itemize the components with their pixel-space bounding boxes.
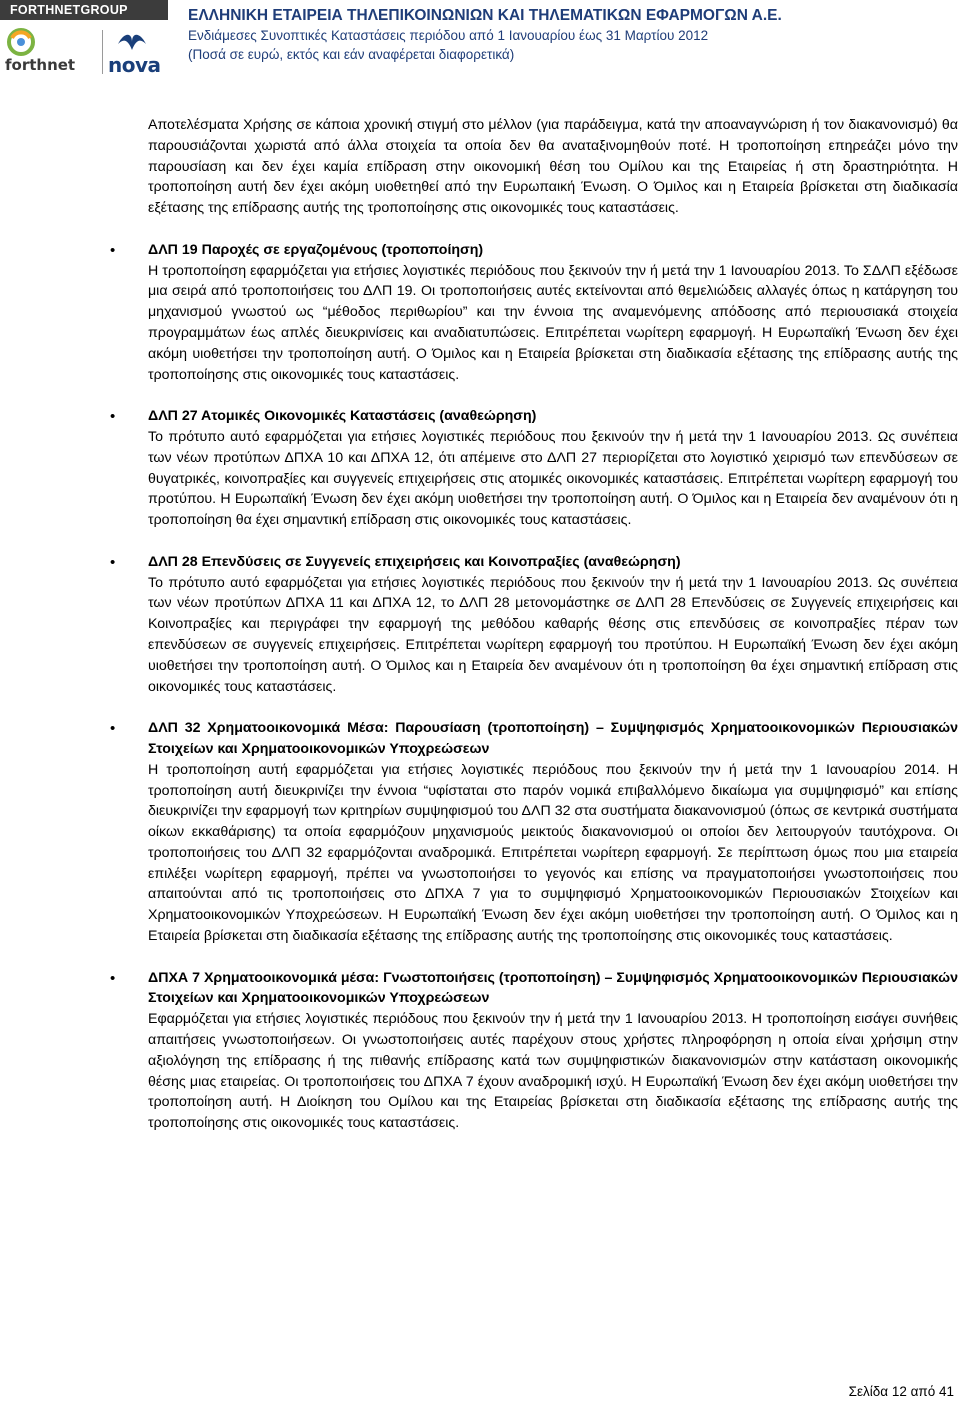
company-logos [0,0,178,82]
standard-title: ΔΛΠ 28 Επενδύσεις σε Συγγενείς επιχειρήσεις και Κοινοπραξίες (αναθεώρηση) [148,553,681,570]
bullet-icon: • [110,241,116,259]
standard-item [110,718,958,947]
standard-item [110,240,958,386]
standard-title: ΔΠΧΑ 7 Χρηματοοικονομικά μέσα: Γνωστοποιήσεις (τροποποίηση) – Συμψηφισμός Χρηματοοικονομικών Περιουσιακών Στοιχείων και Χρηματοοικονομικών Υποχρεώσεων [148,969,958,1007]
standard-title: ΔΛΠ 19 Παροχές σε εργαζομένους (τροποποίηση) [148,241,484,258]
header-text-block [188,6,958,64]
standard-body: Η τροποποίηση αυτή εφαρμόζεται για ετήσιες λογιστικές περιόδους που ξεκινούν την ή μετά την 1 Ιανουαρίου 2014. Η τροποποίηση αυτή διευκρινίζει την έννοια “υφίσταται στο παρόν νομικά επιβαλλόμενο δικαίωμα για συμψηφισμό” και επίσης διευκρινίζει την εφαρμογή των κριτηρίων συμψηφισμού του ΔΛΠ 32 στα συστήματα διακανονισμού (όπως σε κεντρικά συστήματα οίκων εκκαθάρισης) τα οποία εφαρμόζουν μηχανισμούς μεικτούς διακανονισμού οι οποίοι δεν λειτουργούν ταυτόχρονα. Οι τροποποιήσεις του ΔΛΠ 32 εφαρμόζονται αναδρομικά. Επιτρέπεται νωρίτερη εφαρμογή. Σε περίπτωση όμως που μια εταιρεία επιλέξει νωρίτερη εφαρμογή, πρέπει να γνωστοποιήσει το γεγονός και επίσης να πραγματοποιήσει γνωστοποιήσεις που απαιτούνται από τις τροποποιήσεις στο ΔΠΧΑ 7 για το συμψηφισμό Χρηματοοικονομικών Περιουσιακών Στοιχείων και Χρηματοοικονομικών Υποχρεώσεων. Η Ευρωπαϊκή Ένωση δεν έχει ακόμη υιοθετήσει την τροποποίηση αυτή. Ο Όμιλος και η Εταιρεία βρίσκεται στη διαδικασία εξέτασης της επίδρασης αυτής της τροποποίησης στις οικονομικές τους καταστάσεις. [148,761,958,945]
standard-body: Το πρότυπο αυτό εφαρμόζεται για ετήσιες λογιστικές περιόδους που ξεκινούν την ή μετά την 1 Ιανουαρίου 2013. Ως συνέπεια των νέων προτύπων ΔΠΧΑ 10 και ΔΠΧΑ 12, ότι απέμεινε στο ΔΛΠ 27 περιορίζεται στο λογιστικό χειρισμό των επενδύσεων σε θυγατρικές, κοινοπραξίες και συγγενείς επιχειρήσεις στις ατομικές οικονομικές καταστάσεις. Επιτρέπεται νωρίτερη εφαρμογή του προτύπου. Η Ευρωπαϊκή Ένωση δεν έχει ακόμη υιοθετήσει την τροποποίηση αυτή. Ο Όμιλος και η Εταιρεία δεν αναμένουν ότι η τροποποίηση θα έχει σημαντική επίδραση στις οικονομικές τους καταστάσεις. [148,428,958,529]
bullet-icon: • [110,408,116,426]
nova-logo-text: nova [108,53,161,77]
standard-item [110,406,958,531]
page-number: Σελίδα 12 από 41 [848,1384,954,1399]
standard-item [110,552,958,698]
nova-bird-icon [116,30,148,52]
page-header [0,0,960,82]
intro-paragraph: Αποτελέσματα Χρήσης σε κάποια χρονική στιγμή στο μέλλον (για παράδειγμα, κατά την αποαναγνώριση ή τον διακανονισμό) θα παρουσιάζονται χωριστά από άλλα στοιχεία τα οποία δεν θα αναταξινομηθούν ποτέ. Η τροποποίηση επηρεάζει μόνο την παρουσίαση και δεν έχει καμία επίδραση στην οικονομική θέση του Ομίλου και της Εταιρείας ή στη δραστηριότητα. Η τροποποίηση αυτή δεν έχει ακόμη υιοθετηθεί από την Ευρωπαική Ένωση. Ο Όμιλος και η Εταιρεία βρίσκεται στη διαδικασία εξέτασης της επίδρασης αυτής της τροποποίησης στις οικονομικές τους καταστάσεις. [148,117,958,217]
company-name: ΕΛΛΗΝΙΚΗ ΕΤΑΙΡΕΙΑ ΤΗΛΕΠΙΚΟΙΝΩΝΙΩΝ ΚΑΙ ΤΗΛΕΜΑΤΙΚΩΝ ΕΦΑΡΜΟΓΩΝ Α.Ε. [188,7,782,24]
standard-title: ΔΛΠ 32 Χρηματοοικονομικά Μέσα: Παρουσίαση (τροποποίηση) – Συμψηφισμός Χρηματοοικονομικών Περιουσιακών Στοιχείων και Χρηματοοικονομικών Υποχρεώσεων [148,720,958,757]
standard-title: ΔΛΠ 27 Ατομικές Οικονομικές Καταστάσεις (αναθεώρηση) [148,408,537,425]
standard-body: Εφαρμόζεται για ετήσιες λογιστικές περιόδους που ξεκινούν την ή μετά την 1 Ιανουαρίου 2013. Η τροποποίηση εισάγει συνήθεις απαιτήσεις γνωστοποιήσεων. Οι γνωστοποιήσεις αυτές παρέχουν στους χρήστες πληροφόρηση η οποία είναι χρήσιμη στην αξιολόγηση της επίδρασης ή της πιθανής επίδρασης κατά των συμψηφιστικών διακανονισμών στην κατάσταση οικονομικής θέσης μιας εταιρείας. Οι τροποποιήσεις του ΔΠΧΑ 7 έχουν αναδρομική ισχύ. Η Ευρωπαϊκή Ένωση δεν έχει ακόμη υιοθετήσει την τροποποίηση αυτή. Η Διοίκηση του Ομίλου και της Εταιρείας βρίσκεται στη διαδικασία εξέτασης της επίδρασης αυτής της τροποποίησης στις οικονομικές τους καταστάσεις. [148,1011,958,1132]
standard-body: Η τροποποίηση εφαρμόζεται για ετήσιες λογιστικές περιόδους που ξεκινούν την ή μετά την 1 Ιανουαρίου 2013. Το ΣΔΛΠ εξέδωσε μια σειρά από τροποποιήσεις του ΔΛΠ 19. Οι τροποποιήσεις αυτές εκτείνονται από θεμελιώδεις αλλαγές όπως η κατάργηση του μηχανισμού γνωστού ως “μέθοδος περιθωρίου” και την έννοια της αναμενόμενης απόδοσης από περιουσιακά στοιχεία προγραμμάτων έως απλές διευκρινίσεις και αναδιατυπώσεις. Επιτρέπεται νωρίτερη εφαρμογή. Η Ευρωπαϊκή Ένωση δεν έχει ακόμη υιοθετήσει την τροποποίηση αυτή. Ο Όμιλος και η Εταιρεία βρίσκεται στη διαδικασία εξέτασης της επίδρασης αυτής της τροποποίησης στις οικονομικές τους καταστάσεις. [148,262,958,383]
logo-divider [102,30,103,74]
currency-note: (Ποσά σε ευρώ, εκτός και εάν αναφέρεται διαφορετικά) [188,47,515,62]
bullet-icon: • [110,720,116,738]
group-logo-band: FORTHNETGROUP [0,0,168,20]
report-period: Ενδιάμεσες Συνοπτικές Καταστάσεις περιόδου από 1 Ιανουαρίου έως 31 Μαρτίου 2012 [188,28,709,43]
forthnet-logo-text: forthnet [5,56,76,74]
bullet-icon: • [110,553,116,571]
forthnet-swirl-icon [6,28,36,56]
bullet-icon: • [110,969,116,987]
document-body [110,115,958,1134]
standard-item [110,968,958,1134]
standard-body: Το πρότυπο αυτό εφαρμόζεται για ετήσιες λογιστικές περιόδους που ξεκινούν την ή μετά την 1 Ιανουαρίου 2013. Ως συνέπεια των νέων προτύπων ΔΠΧΑ 11 και ΔΠΧΑ 12, το ΔΛΠ 28 μετονομάστηκε σε ΔΛΠ 28 Επενδύσεις σε Συγγενείς επιχειρήσεις και Κοινοπραξίες και περιγράφει την εφαρμογή της μεθόδου καθαρής θέσης στις επενδύσεις σε κοινοπραξίες πέραν των επενδύσεων σε συγγενείς επιχειρήσεις. Επιτρέπεται νωρίτερη εφαρμογή του προτύπου. Η Ευρωπαϊκή Ένωση δεν έχει ακόμη υιοθετήσει την τροποποίηση αυτή. Ο Όμιλος και η Εταιρεία δεν αναμένουν ότι η τροποποίηση θα έχει σημαντική επίδραση στις οικονομικές τους καταστάσεις. [148,574,958,695]
